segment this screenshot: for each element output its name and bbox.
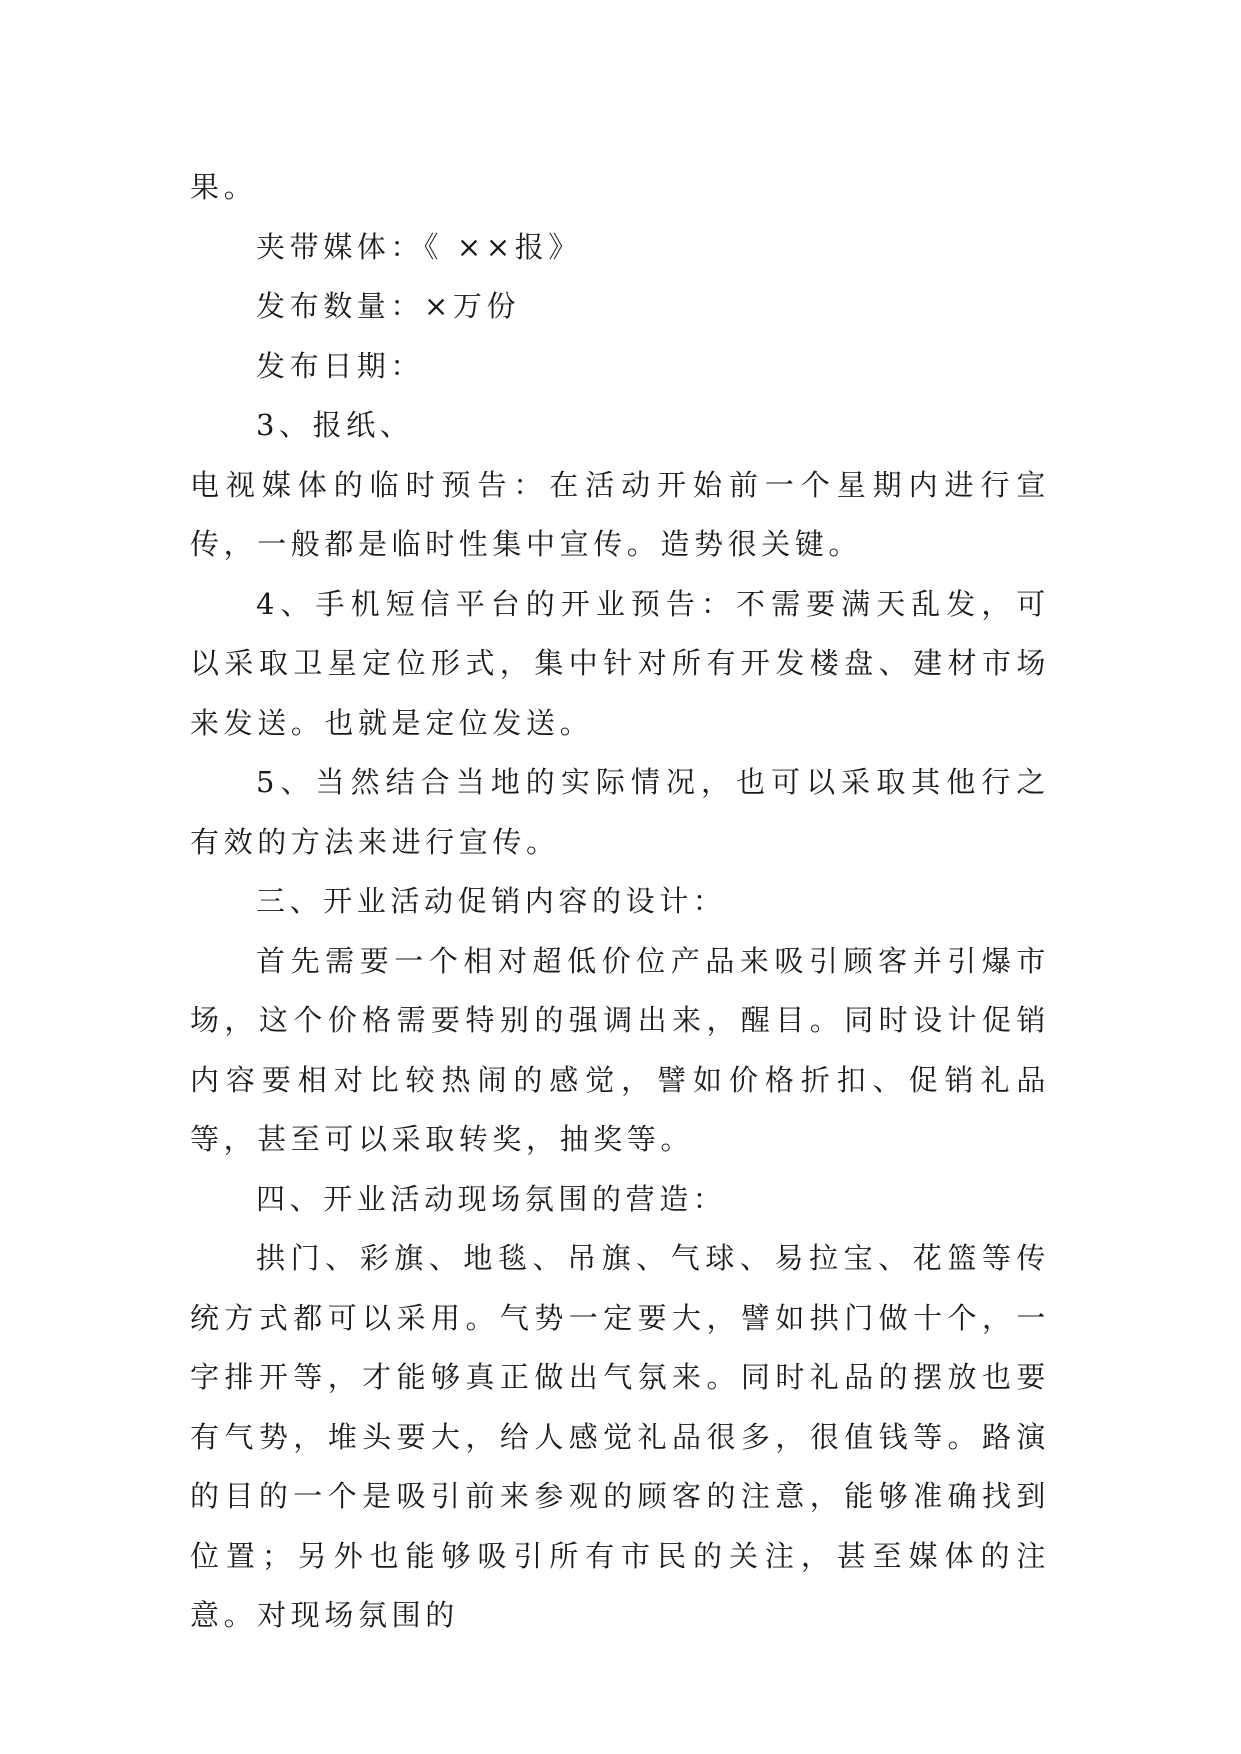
paragraph-3: 发布数量：×万份: [256, 289, 521, 323]
section-heading-3: 三、开业活动促销内容的设计：: [256, 884, 727, 918]
paragraph-6: 电视媒体的临时预告：在活动开始前一个星期内进行宣传，一般都是临时性集中宣传。造势很关键。: [190, 467, 1050, 561]
document-page: [190, 158, 1050, 1646]
paragraph-12: 拱门、彩旗、地毯、吊旗、气球、易拉宝、花篮等传统方式都可以采用。气势一定要大，譬如拱门做十个，一字排开等，才能够真正做出气氛来。同时礼品的摆放也要有气势，堆头要大，给人感觉礼品很多，很值钱等。路演的目的一个是吸引前来参观的顾客的注意，能够准确找到位置；另外也能够吸引所有市民的关注，甚至媒体的注意。对现场氛围的: [190, 1241, 1050, 1632]
section-heading-4: 四、开业活动现场氛围的营造：: [256, 1181, 727, 1216]
paragraph-5: 3、报纸、: [256, 408, 414, 442]
paragraph-7: 4、手机短信平台的开业预告：不需要满天乱发，可以采取卫星定位形式，集中针对所有开发楼盘、建材市场来发送。也就是定位发送。: [190, 586, 1050, 740]
paragraph-2: 夹带媒体：《 ××报》: [256, 229, 582, 264]
paragraph-1: 果。: [190, 170, 258, 204]
paragraph-10: 首先需要一个相对超低价位产品来吸引顾客并引爆市场，这个价格需要特别的强调出来，醒目。同时设计促销内容要相对比较热闹的感觉，譬如价格折扣、促销礼品等，甚至可以采取转奖，抽奖等。: [190, 943, 1050, 1156]
paragraph-4: 发布日期：: [256, 348, 425, 383]
paragraph-8: 5、当然结合当地的实际情况，也可以采取其他行之有效的方法来进行宣传。: [190, 765, 1050, 859]
